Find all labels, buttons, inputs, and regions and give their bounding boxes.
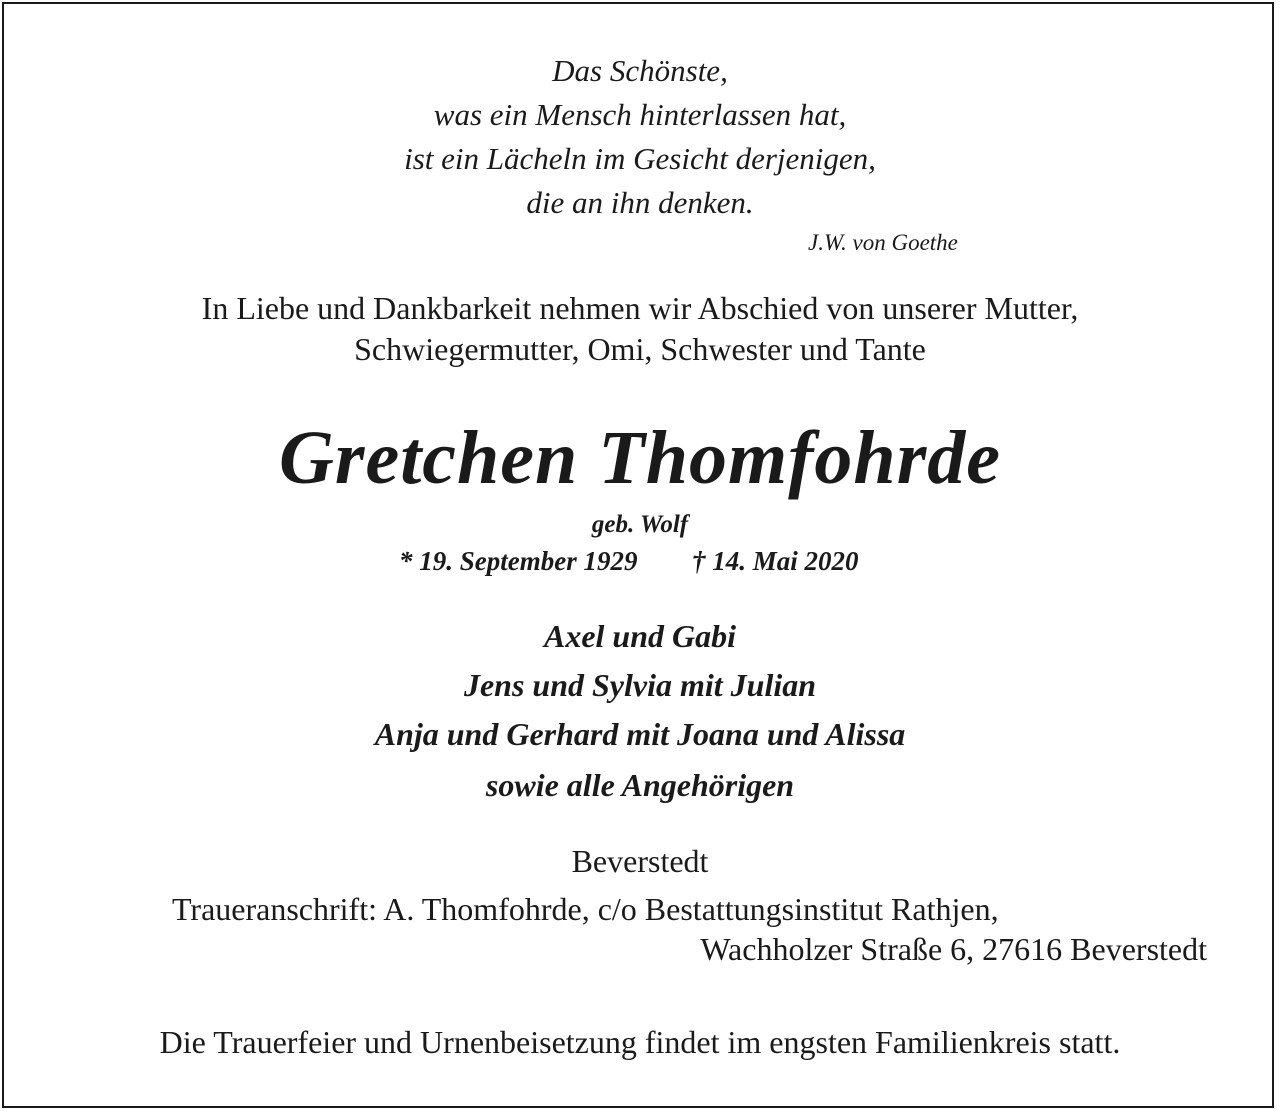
family-line-2: Jens und Sylvia mit Julian — [463, 667, 817, 703]
intro-line-2: Schwiegermutter, Omi, Schwester und Tante — [354, 331, 926, 367]
quote-line-1: Das Schönste, — [552, 53, 728, 88]
family-line-4: sowie alle Angehörigen — [485, 767, 795, 803]
address-line-1: Traueranschrift: A. Thomfohrde, c/o Bestattungsinstitut Rathjen, — [172, 891, 999, 927]
death-date: † 14. Mai 2020 — [692, 546, 859, 576]
quote-author: J.W. von Goethe — [808, 230, 958, 255]
quote-line-2: was ein Mensch hinterlassen hat, — [433, 97, 847, 132]
family-line-3: Anja und Gerhard mit Joana und Alissa — [374, 716, 906, 752]
intro-line-1: In Liebe und Dankbarkeit nehmen wir Abschied von unserer Mutter, — [201, 290, 1079, 326]
maiden-name: geb. Wolf — [591, 511, 689, 538]
ceremony-note: Die Trauerfeier und Urnenbeisetzung findet im engsten Familienkreis statt. — [159, 1024, 1121, 1060]
address-line-2: Wachholzer Straße 6, 27616 Beverstedt — [700, 931, 1207, 967]
quote-line-4: die an ihn denken. — [526, 185, 754, 220]
place: Beverstedt — [571, 843, 709, 879]
quote-line-3: ist ein Lächeln im Gesicht derjenigen, — [404, 141, 876, 176]
deceased-name: Gretchen Thomfohrde — [279, 416, 1001, 500]
family-line-1: Axel und Gabi — [543, 618, 737, 654]
birth-date: * 19. September 1929 — [399, 546, 638, 576]
